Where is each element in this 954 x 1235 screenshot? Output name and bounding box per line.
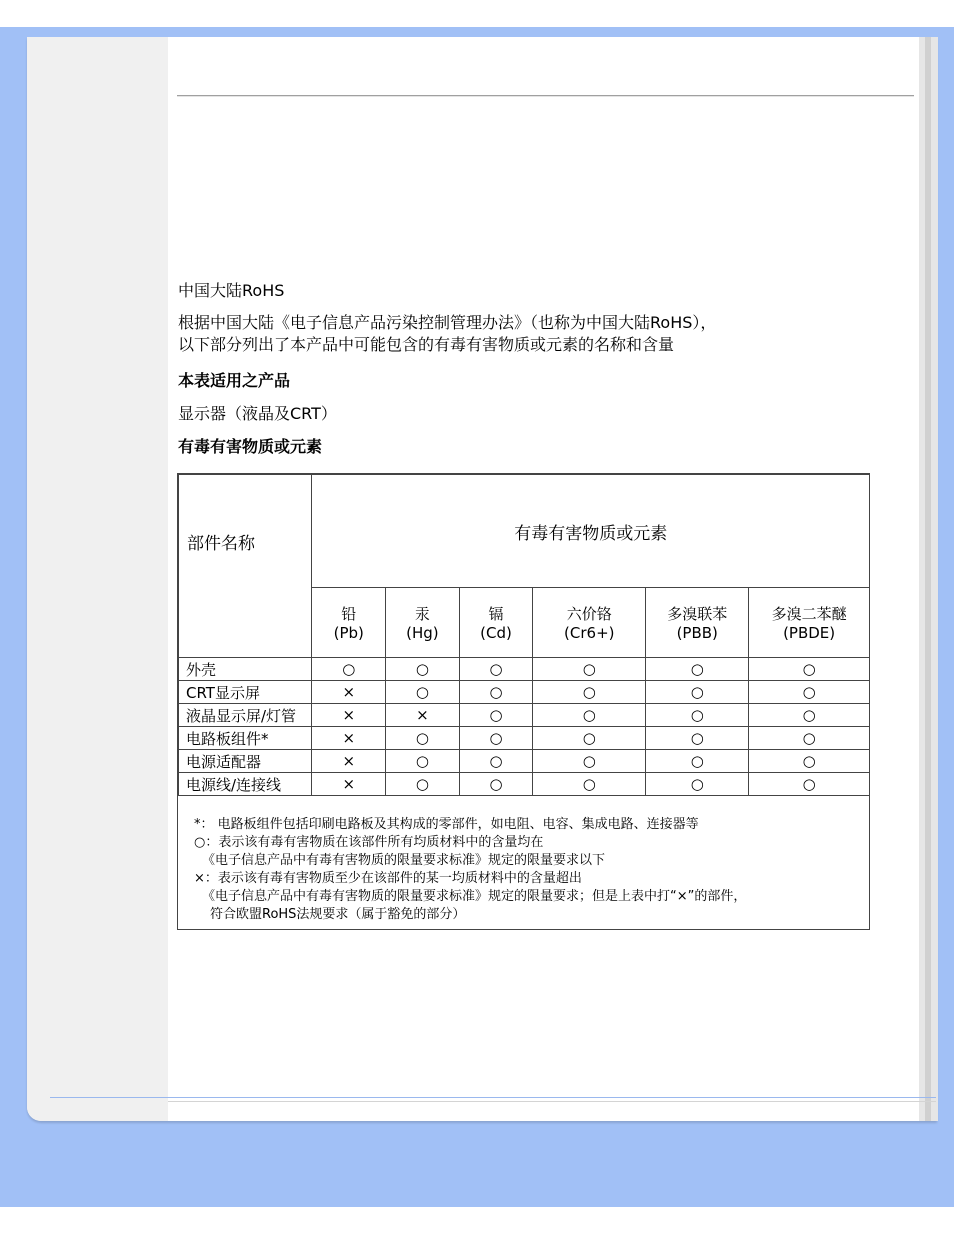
substance-mark: ○ [646, 773, 749, 796]
col-header: 铅 (Pb) [312, 588, 386, 658]
substance-mark: ○ [459, 658, 533, 681]
part-name: 电源适配器 [179, 750, 312, 773]
substance-mark: ○ [749, 658, 870, 681]
left-gutter [27, 37, 168, 1121]
substance-mark: ○ [749, 773, 870, 796]
note-asterisk: *： 电路板组件包括印刷电路板及其构成的零部件，如电阻、电容、集成电路、连接器等 [194, 817, 699, 832]
bottom-divider-secondary [168, 1101, 936, 1102]
note-circle-cont: 《电子信息产品中有毒有害物质的限量要求标准》规定的限量要求以下 [202, 853, 606, 868]
part-name: 电源线/连接线 [179, 773, 312, 796]
rohs-table [178, 474, 870, 796]
col-header: 镉 (Cd) [459, 588, 533, 658]
applies-heading: 本表适用之产品 [178, 371, 291, 390]
substance-mark: ○ [646, 658, 749, 681]
intro-line-2: 以下部分列出了本产品中可能包含的有毒有害物质或元素的名称和含量 [178, 335, 675, 354]
substance-mark: ○ [533, 681, 646, 704]
rohs-table-box [177, 473, 870, 930]
table-row [179, 658, 870, 681]
substance-mark: ○ [533, 727, 646, 750]
bottom-divider [50, 1097, 936, 1098]
substance-mark: ○ [386, 727, 460, 750]
top-divider [177, 95, 914, 97]
part-name: 电路板组件* [179, 727, 312, 750]
substance-mark: ○ [312, 658, 386, 681]
substance-mark: × [312, 750, 386, 773]
substances-heading: 有毒有害物质或元素 [178, 437, 323, 456]
substance-mark: × [386, 704, 460, 727]
substance-mark: ○ [533, 750, 646, 773]
substance-mark: ○ [646, 727, 749, 750]
substance-mark: ○ [533, 773, 646, 796]
substance-mark: × [312, 727, 386, 750]
table-row [179, 704, 870, 727]
substance-mark: ○ [386, 681, 460, 704]
substance-mark: ○ [749, 750, 870, 773]
intro-paragraph [178, 312, 716, 356]
substance-mark: ○ [386, 658, 460, 681]
col-header: 六价铬 (Cr6+) [533, 588, 646, 658]
substance-mark: ○ [646, 704, 749, 727]
substance-mark: ○ [533, 704, 646, 727]
substance-mark: × [312, 704, 386, 727]
substance-mark: ○ [749, 704, 870, 727]
substance-mark: ○ [749, 681, 870, 704]
col-header: 多溴二苯醚 (PBDE) [749, 588, 870, 658]
substance-mark: ○ [459, 750, 533, 773]
product-name: 显示器（液晶及CRT） [178, 404, 337, 423]
section-title: 中国大陆RoHS [178, 281, 285, 300]
part-name: 外壳 [179, 658, 312, 681]
part-name: 液晶显示屏/灯管 [179, 704, 312, 727]
note-cross: ×：表示该有毒有害物质至少在该部件的某一均质材料中的含量超出 [194, 871, 582, 886]
substance-mark: ○ [646, 750, 749, 773]
substance-mark: × [312, 681, 386, 704]
group-header: 有毒有害物质或元素 [312, 475, 870, 588]
table-row [179, 773, 870, 796]
substance-mark: ○ [459, 773, 533, 796]
table-row [179, 727, 870, 750]
part-name: CRT显示屏 [179, 681, 312, 704]
right-scroll-strip [918, 37, 938, 1121]
col-header: 多溴联苯 (PBB) [646, 588, 749, 658]
substance-mark: ○ [386, 773, 460, 796]
substance-mark: ○ [459, 704, 533, 727]
substance-mark: ○ [386, 750, 460, 773]
part-header: 部件名称 [179, 475, 312, 658]
substance-mark: ○ [646, 681, 749, 704]
table-row [179, 681, 870, 704]
note-cross-cont: 《电子信息产品中有毒有害物质的限量要求标准》规定的限量要求；但是上表中打“×”的部件， [202, 889, 747, 904]
table-notes [194, 816, 747, 924]
col-header: 汞 (Hg) [386, 588, 460, 658]
substance-mark: × [312, 773, 386, 796]
note-cross-cont2: 符合欧盟RoHS法规要求（属于豁免的部分） [210, 907, 466, 922]
note-circle: ○：表示该有毒有害物质在该部件所有均质材料中的含量均在 [194, 835, 544, 850]
intro-line-1: 根据中国大陆《电子信息产品污染控制管理办法》（也称为中国大陆RoHS）， [178, 313, 717, 332]
substance-mark: ○ [459, 727, 533, 750]
substance-mark: ○ [459, 681, 533, 704]
substance-mark: ○ [749, 727, 870, 750]
table-row [179, 750, 870, 773]
substance-mark: ○ [533, 658, 646, 681]
